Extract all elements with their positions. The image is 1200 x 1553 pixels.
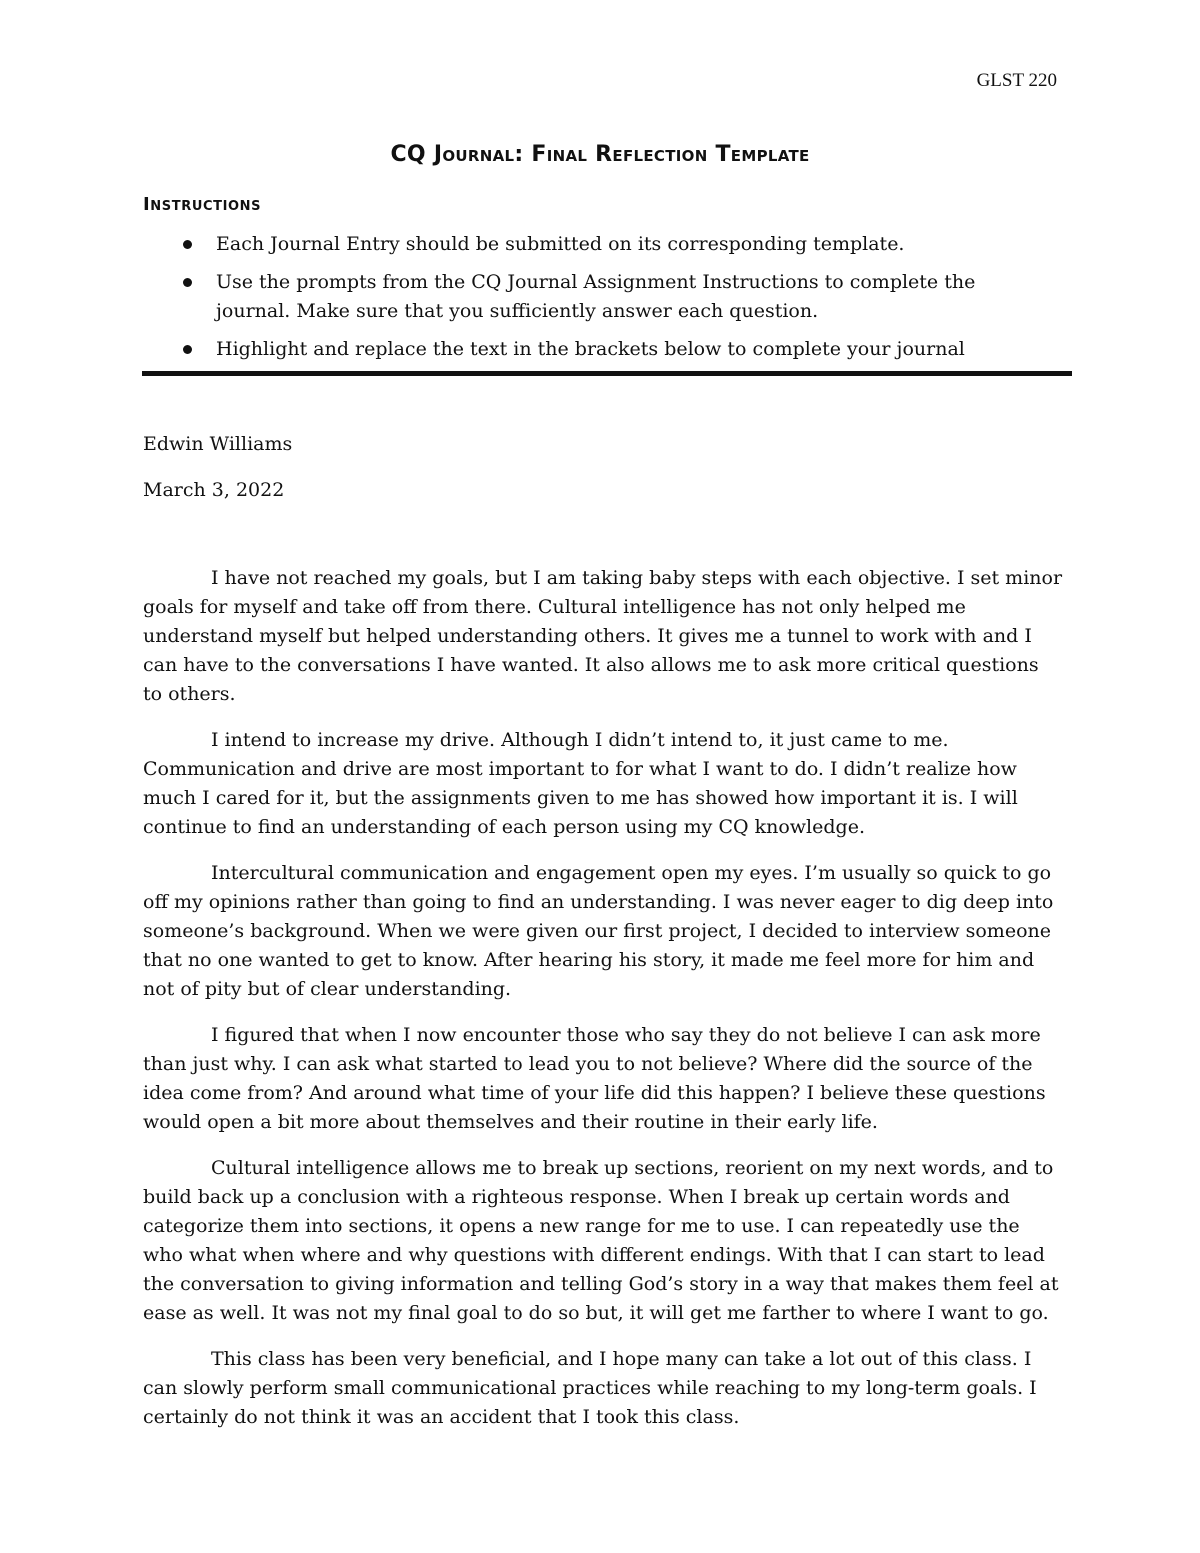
body-paragraph: This class has been very beneficial, and I hope many can take a lot out of this class. I can slowly perform small communicational practices while reaching to my long-term goals. I certainly do not think it was an accident that I took this class. [143, 1348, 1037, 1428]
reflection-body [143, 564, 1063, 1449]
section-divider [142, 371, 1072, 376]
instruction-item [143, 230, 1043, 259]
bullet-icon [183, 240, 192, 249]
instruction-text: Highlight and replace the text in the brackets below to complete your journal [216, 338, 965, 360]
instruction-text: Use the prompts from the CQ Journal Assignment Instructions to complete the journal. Make sure that you sufficiently answer each question. [216, 271, 976, 322]
body-paragraph: I figured that when I now encounter those who say they do not believe I can ask more than just why. I can ask what started to lead you to not believe? Where did the source of the idea come from? And around what time of your life did this happen? I believe these questions would open a bit more about themselves and their routine in their early life. [143, 1024, 1046, 1133]
course-code: GLST 220 [976, 70, 1057, 91]
instruction-item [143, 335, 1043, 364]
instructions-list [143, 230, 1043, 373]
body-paragraph: Cultural intelligence allows me to break up sections, reorient on my next words, and to build back up a conclusion with a righteous response. When I break up certain words and categorize them into sections, it opens a new range for me to use. I can repeatedly use the who what when where and why questions with different endings. With that I can start to lead the conversation to giving information and telling God’s story in a way that makes them feel at ease as well. It was not my final goal to do so but, it will get me farther to where I want to go. [143, 1157, 1059, 1324]
body-paragraph: Intercultural communication and engagement open my eyes. I’m usually so quick to go off my opinions rather than going to find an understanding. I was never eager to dig deep into someone’s background. When we were given our first project, I decided to interview someone that no one wanted to get to know. After hearing his story, it made me feel more for him and not of pity but of clear understanding. [143, 862, 1054, 1000]
author-name: Edwin Williams [143, 433, 293, 455]
body-paragraph: I intend to increase my drive. Although I didn’t intend to, it just came to me. Communication and drive are most important to for what I want to do. I didn’t realize how much I cared for it, but the assignments given to me has showed how important it is. I will continue to find an understanding of each person using my CQ knowledge. [143, 729, 1018, 838]
bullet-icon [183, 345, 192, 354]
instructions-heading: Instructions [143, 194, 262, 215]
instruction-text: Each Journal Entry should be submitted on its corresponding template. [216, 233, 905, 255]
bullet-icon [183, 278, 192, 287]
body-paragraph: I have not reached my goals, but I am taking baby steps with each objective. I set minor goals for myself and take off from there. Cultural intelligence has not only helped me understand myself but helped understanding others. It gives me a tunnel to work with and I can have to the conversations I have wanted. It also allows me to ask more critical questions to others. [143, 567, 1063, 705]
document-title: CQ Journal: Final Reflection Template [390, 142, 810, 167]
instruction-item [143, 268, 1043, 326]
entry-date: March 3, 2022 [143, 479, 285, 501]
